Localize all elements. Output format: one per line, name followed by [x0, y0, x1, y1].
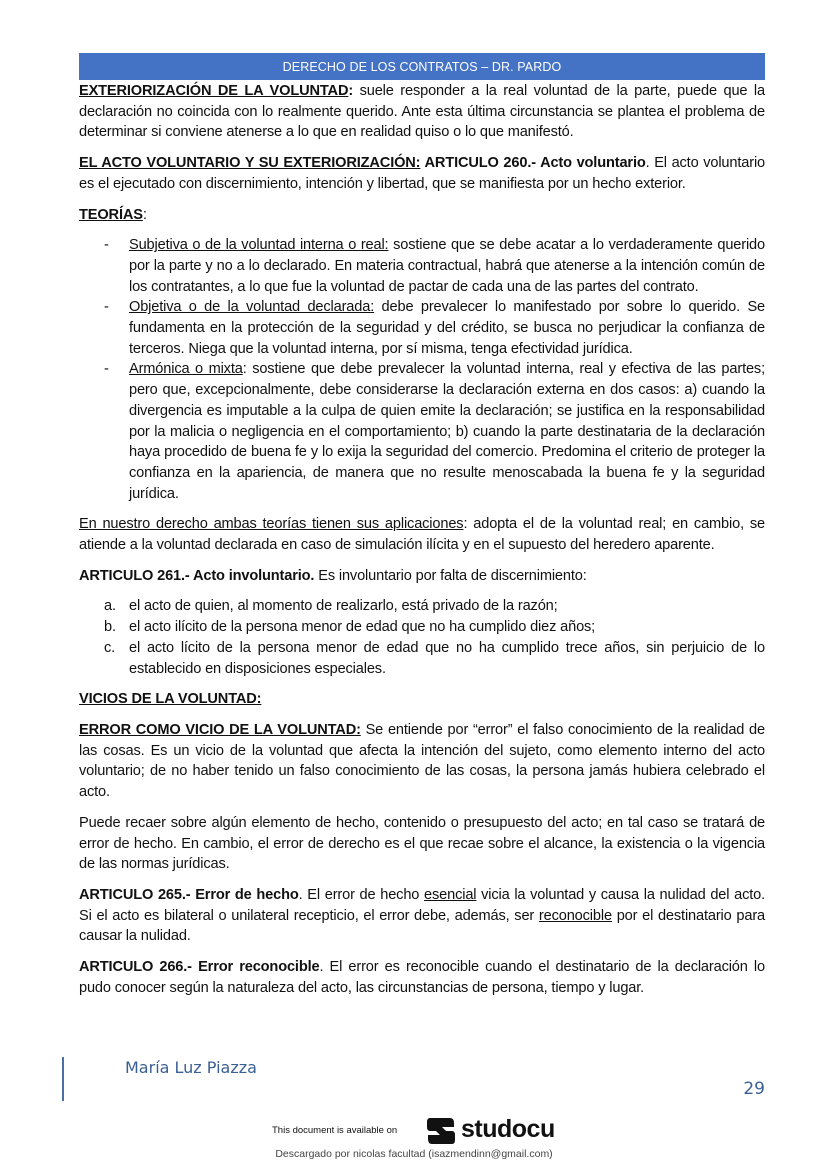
footer-divider	[62, 1057, 64, 1101]
dash-bullet-icon: -	[104, 361, 109, 378]
paragraph-acto-voluntario: EL ACTO VOLUNTARIO Y SU EXTERIORIZACIÓN: ARTICULO 260.- Acto voluntario. El acto voluntario es el ejecutado con discernimiento, intención y libertad, que se manifiesta por un hecho exterior.	[79, 155, 766, 192]
list-item: a. el acto de quien, al momento de realizarlo, está privado de la razón;	[104, 598, 558, 615]
teorias-list	[79, 235, 765, 504]
paragraph-recaer: Puede recaer sobre algún elemento de hecho, contenido o presupuesto del acto; en tal caso se tratará de error de hecho. En cambio, el error de derecho es el que recae sobre el alcance, la existencia o la vigencia de las normas jurídicas.	[79, 814, 765, 873]
page-number: 29	[743, 1079, 765, 1099]
heading-teorias: TEORÍAS	[79, 206, 143, 223]
paragraph-articulo-266: ARTICULO 266.- Error reconocible. El error es reconocible cuando el destinatario de la declaración lo pudo conocer según la naturaleza del acto, las circunstancias de persona, tiempo y lugar.	[79, 959, 765, 996]
heading-vicios: VICIOS DE LA VOLUNTAD:	[79, 691, 262, 708]
heading-error-vicio: ERROR COMO VICIO DE LA VOLUNTAD:	[79, 721, 361, 738]
paragraph-exteriorizacion: EXTERIORIZACIÓN DE LA VOLUNTAD: suele responder a la real voluntad de la parte, puede que la declaración no coincida con lo realmente querido. Ante esta última circunstancia se plantea el problema de determinar si conviene atenerse a lo que en realidad quiso o lo que manifestó.	[79, 83, 765, 141]
list-item: - Objetiva o de la voluntad declarada: debe prevalecer lo manifestado por sobre lo querido. Se fundamenta en la protección de la seguridad y del crédito, se busca no perjudicar la confianza de terceros. Niega que la voluntad interna, por sí misma, tenga efectividad jurídica.	[104, 299, 765, 357]
document-header-bar: DERECHO DE LOS CONTRATOS – DR. PARDO	[79, 53, 765, 80]
studocu-brand: studocu	[461, 1115, 555, 1143]
studocu-logo-icon	[424, 1114, 458, 1148]
available-on-text: This document is available on	[272, 1125, 398, 1136]
theory-title: Objetiva o de la voluntad declarada:	[129, 299, 375, 316]
studocu-banner[interactable]	[0, 1112, 828, 1148]
article-260-title: ARTICULO 260.- Acto voluntario	[420, 155, 646, 172]
articulo-261-list	[79, 596, 765, 679]
heading-acto-voluntario: EL ACTO VOLUNTARIO Y SU EXTERIORIZACIÓN:	[79, 155, 421, 172]
article-266-title: ARTICULO 266.- Error reconocible	[79, 959, 320, 976]
paragraph-articulo-265: ARTICULO 265.- Error de hecho. El error de hecho esencial vicia la voluntad y causa la nulidad del acto. Si el acto es bilateral o unilateral recepticio, el error debe, además, ser reconocible por el destinatario para causar la nulidad.	[79, 886, 766, 945]
list-item: c. el acto lícito de la persona menor de edad que no ha cumplido trece años, sin perjuicio de lo establecido en disposiciones especiales.	[104, 639, 765, 677]
theory-title: Subjetiva o de la voluntad interna o real:	[129, 237, 389, 254]
paragraph-articulo-261: ARTICULO 261.- Acto involuntario. Es involuntario por falta de discernimiento:	[79, 567, 587, 584]
theory-title: Armónica o mixta	[129, 361, 243, 378]
paragraph-teorias-heading: TEORÍAS:	[79, 206, 147, 223]
dash-bullet-icon: -	[104, 299, 109, 316]
article-265-title: ARTICULO 265.- Error de hecho	[79, 886, 299, 903]
footer-author: María Luz Piazza	[125, 1058, 257, 1077]
list-item: - Subjetiva o de la voluntad interna o real: sostiene que se debe acatar a lo verdaderamente querido por la parte y no a lo declarado. En materia contractual, habrá que atenerse a la intención común de los contratantes, a lo que fue la voluntad de pactar de cada una de las partes del contrato.	[104, 237, 765, 295]
paragraph-nuestro-derecho: En nuestro derecho ambas teorías tienen sus aplicaciones: adopta el de la voluntad real; en cambio, se atiende a la voluntad declarada en caso de simulación ilícita y en el supuesto del heredero aparente.	[79, 516, 765, 554]
document-body	[79, 81, 765, 1008]
list-item: - Armónica o mixta: sostiene que debe prevalecer la voluntad interna, real y efectiva de las partes; pero que, excepcionalmente, debe considerarse la declaración externa en dos casos: a) cuando la divergencia es imputable a la culpa de quien emite la declaración; se justifica en la responsabilidad por la malicia o negligencia en el comportamiento; b) cuando la parte destinataria de la declaración haya procedido de buena fe y lo exija la seguridad del comercio. Predomina el criterio de proteger la confianza en la apariencia, de manera que no resulte menoscabada la buena fe y la seguridad jurídica.	[104, 361, 765, 502]
heading-exteriorizacion: EXTERIORIZACIÓN DE LA VOLUNTAD	[79, 83, 349, 99]
paragraph-error-vicio: ERROR COMO VICIO DE LA VOLUNTAD: Se entiende por “error” el falso conocimiento de la realidad de las cosas. Es un vicio de la voluntad que afecta la intención del sujeto, como elemento interno del acto voluntario; de no haber tenido un falso conocimiento de las cosas, la persona jamás hubiera celebrado el acto.	[79, 721, 765, 801]
dash-bullet-icon: -	[104, 237, 109, 254]
downloaded-by-text: Descargado por nicolas facultad (isazmendinn@gmail.com)	[275, 1148, 553, 1160]
paragraph-vicios-heading	[79, 689, 765, 710]
article-261-title: ARTICULO 261.- Acto involuntario.	[79, 567, 315, 584]
list-item: b. el acto ilícito de la persona menor de edad que no ha cumplido diez años;	[104, 619, 596, 636]
